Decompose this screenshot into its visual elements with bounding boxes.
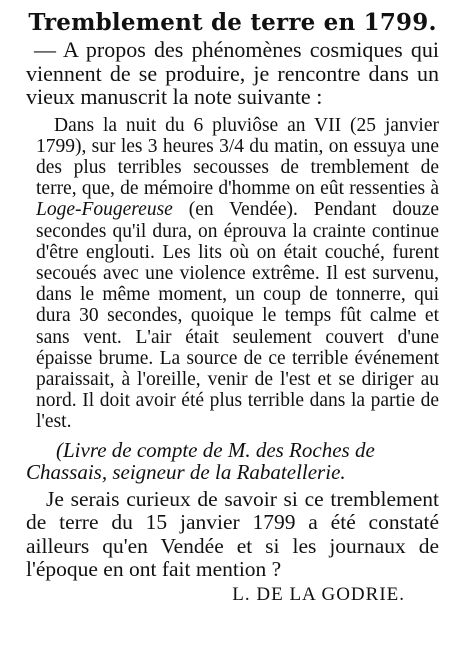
author-signature: L. DE LA GODRIE. — [232, 583, 405, 605]
quote-source: (Livre de compte de M. des Roches de Chassais, seigneur de la Rabatellerie. — [26, 437, 375, 485]
article-intro: — A propos des phénomènes cosmiques qui viennent de se produire, je rencontre dans un vieux manuscrit la note suivante : — [26, 37, 439, 109]
closing-paragraph: Je serais curieux de savoir si ce tremblement de terre du 15 janvier 1799 a été constaté ailleurs qu'en Vendée et si les journaux de l'époque en ont fait mention ? — [26, 486, 439, 582]
quote-text-part-2: (en Vendée). Pendant douze secondes qu'il dura, on éprouva la crainte continue d'être englouti. Les lits où on était couché, furent secoués avec une violence extrême. Il est survenu, dans le même moment, un coup de tonnerre, qui dura 30 secondes, quoique le temps fût calme et sans vent. L'air était seulement couvert d'une épaisse brume. La source de ce terrible événement paraissait, à l'oreille, venir de l'est et se diriger au nord. Il doit avoir été plus terrible dans la partie de l'est. — [36, 199, 439, 433]
manuscript-quote — [26, 115, 439, 433]
article-title: Tremblement de terre en 1799. — [28, 9, 437, 36]
quote-text-part-1: Dans la nuit du 6 pluviôse an VII (25 janvier 1799), sur les 3 heures 3/4 du matin, on essuya une des plus terribles secousses de tremblement de terre, que, de mémoire d'homme on eût ressenties à — [36, 114, 439, 200]
quote-place-name: Loge-Fougereuse — [36, 199, 173, 221]
